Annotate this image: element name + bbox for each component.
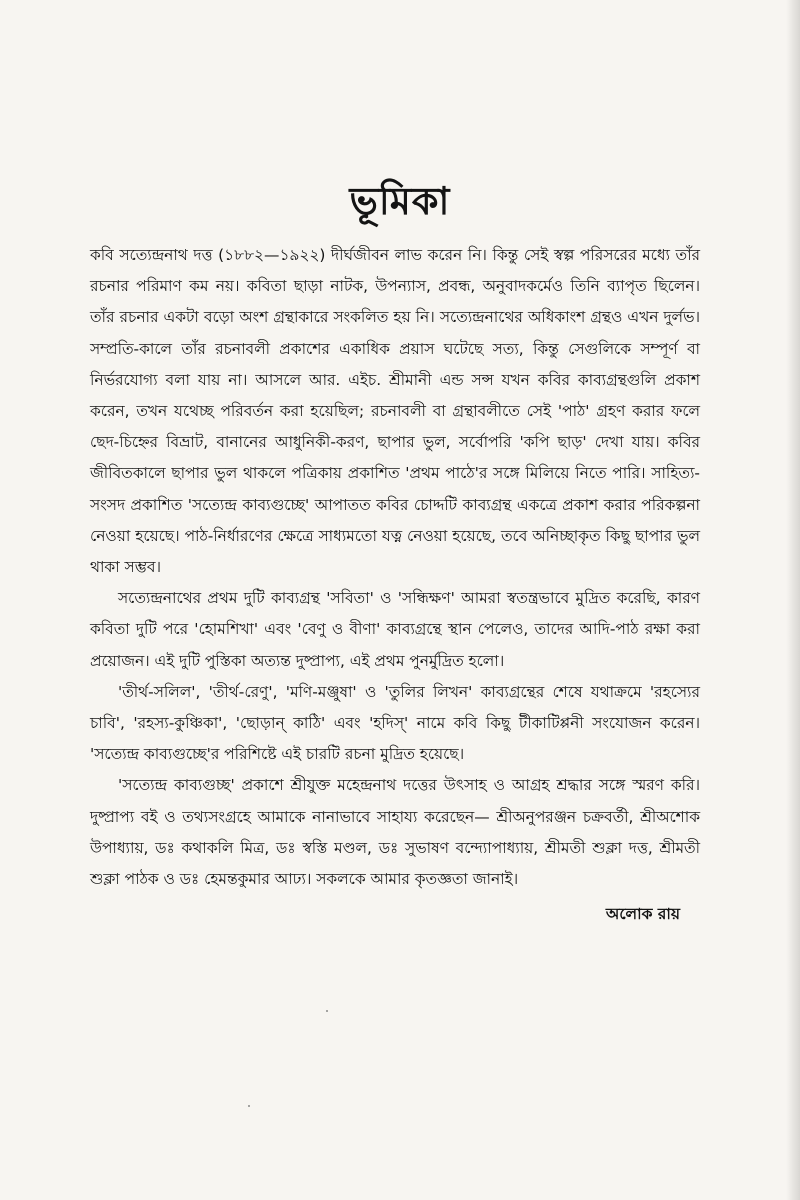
page-title: ভূমিকা (349, 179, 451, 223)
preface-body (90, 240, 700, 895)
scan-speck (248, 1105, 250, 1107)
paragraph-3: 'তীর্থ-সলিল', 'তীর্থ-রেণু', 'মণি-মঞ্জুষা' ও 'তুলির লিখন' কাব্যগ্রন্থের শেষে যথাক্রমে 'রহস্যের চাবি', 'রহস্য-কুঞ্চিকা', 'ছোড়ান্ কাঠি' এবং 'হদিস্' নামে কবি কিছু টীকাটিপ্পনী সংযোজন করেন। 'সত্যেন্দ্র কাব্যগুচ্ছে'র পরিশিষ্টে এই চারটি রচনা মুদ্রিত হয়েছে। (90, 682, 700, 764)
scan-speck (326, 1010, 328, 1012)
paragraph-2: সত্যেন্দ্রনাথের প্রথম দুটি কাব্যগ্রন্থ 'সবিতা' ও 'সন্ধিক্ষণ' আমরা স্বতন্ত্রভাবে মুদ্রিত করেছি, কারণ কবিতা দুটি পরে 'হোমশিখা' এবং 'বেণু ও বীণা' কাব্যগ্রন্থে স্থান পেলেও, তাদের আদি-পাঠ রক্ষা করা প্রয়োজন। এই দুটি পুস্তিকা অত্যন্ত দুষ্প্রাপ্য, এই প্রথম পুনর্মুদ্রিত হলো। (90, 589, 700, 670)
author-signature: অলোক রায় (605, 905, 680, 923)
paragraph-4: 'সত্যেন্দ্র কাব্যগুচ্ছ' প্রকাশে শ্রীযুক্ত মহেন্দ্রনাথ দত্তের উৎসাহ ও আগ্রহ শ্রদ্ধার সঙ্গে স্মরণ করি। দুষ্প্রাপ্য বই ও তথ্যসংগ্রহে আমাকে নানাভাবে সাহায্য করেছেন— শ্রীঅনুপরঞ্জন চক্রবর্তী, শ্রীঅশোক উপাধ্যায়, ডঃ কথাকলি মিত্র, ডঃ স্বস্তি মণ্ডল, ডঃ সুভাষণ বন্দ্যোপাধ্যায়, শ্রীমতী শুক্লা দত্ত, শ্রীমতী শুক্লা পাঠক ও ডঃ হেমন্তকুমার আঢ্য। সকলকে আমার কৃতজ্ঞতা জানাই। (90, 776, 700, 889)
paragraph-1: কবি সত্যেন্দ্রনাথ দত্ত (১৮৮২—১৯২২) দীর্ঘজীবন লাভ করেন নি। কিন্তু সেই স্বল্প পরিসরের মধ্যে তাঁর রচনার পরিমাণ কম নয়। কবিতা ছাড়া নাটক, উপন্যাস, প্রবন্ধ, অনুবাদকর্মেও তিনি ব্যাপৃত ছিলেন। তাঁর রচনার একটা বড়ো অংশ গ্রন্থাকারে সংকলিত হয় নি। সত্যেন্দ্রনাথের অধিকাংশ গ্রন্থও এখন দুর্লভ। সম্প্রতি-কালে তাঁর রচনাবলী প্রকাশের একাধিক প্রয়াস ঘটেছে সত্য, কিন্তু সেগুলিকে সম্পূর্ণ বা নির্ভরযোগ্য বলা যায় না। আসলে আর. এইচ. শ্রীমানী এন্ড সন্স যখন কবির কাব্যগ্রন্থগুলি প্রকাশ করেন, তখন যথেচ্ছ পরিবর্তন করা হয়েছিল; রচনাবলী বা গ্রন্থাবলীতে সেই 'পাঠ' গ্রহণ করার ফলে ছেদ-চিহ্নের বিভ্রাট, বানানের আধুনিকী-করণ, ছাপার ভুল, সর্বোপরি 'কপি ছাড়' দেখা যায়। কবির জীবিতকালে ছাপার ভুল থাকলে পত্রিকায় প্রকাশিত 'প্রথম পাঠে'র সঙ্গে মিলিয়ে নিতে পারি। সাহিত্য-সংসদ প্রকাশিত 'সত্যেন্দ্র কাব্যগুচ্ছে' আপাতত কবির চোদ্দটি কাব্যগ্রন্থ একত্রে প্রকাশ করার পরিকল্পনা নেওয়া হয়েছে। পাঠ-নির্ধারণের ক্ষেত্রে সাধ্যমতো যত্ন নেওয়া হয়েছে, তবে অনিচ্ছাকৃত কিছু ছাপার ভুল থাকা সম্ভব। (90, 246, 700, 577)
